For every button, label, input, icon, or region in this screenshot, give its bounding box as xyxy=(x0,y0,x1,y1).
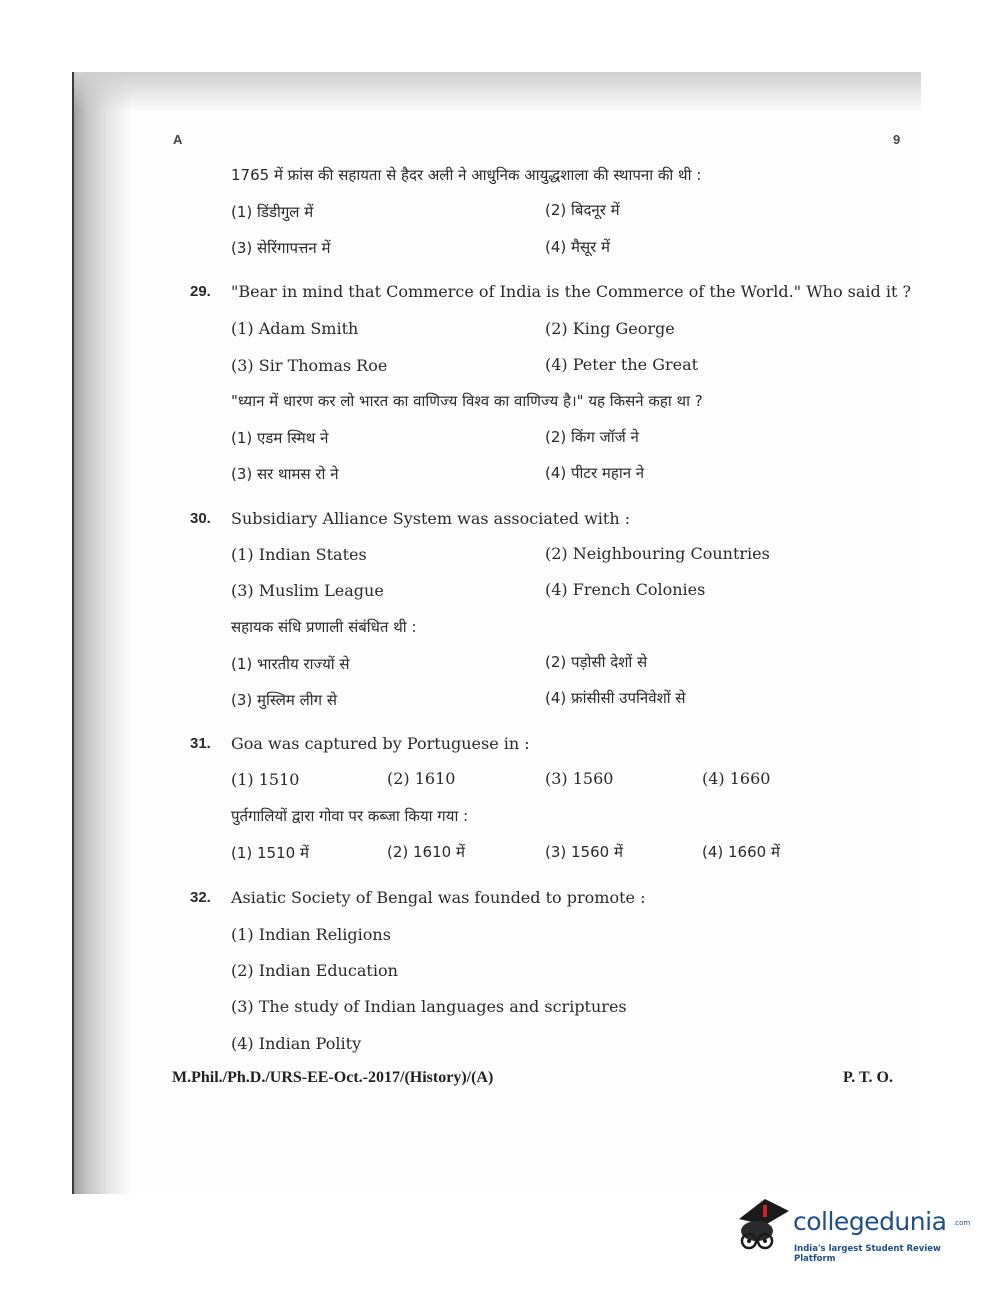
q31-number: 31. xyxy=(190,735,211,752)
q28-hindi-option-4: (4) मैसूर में xyxy=(545,238,610,256)
q30-option-1: (1) Indian States xyxy=(231,545,367,564)
q28-hindi-option-2: (2) बिदनूर में xyxy=(545,201,620,219)
q31-option-1: (1) 1510 xyxy=(231,770,300,789)
q31-option-3: (3) 1560 xyxy=(545,769,614,788)
q32-option-2: (2) Indian Education xyxy=(231,961,398,980)
q32-option-1: (1) Indian Religions xyxy=(231,925,391,944)
mascot-icon xyxy=(735,1197,793,1259)
collegedunia-logo xyxy=(735,1197,971,1267)
set-label: A xyxy=(173,132,183,147)
q30-hindi-option-4: (4) फ्रांसीसी उपनिवेशों से xyxy=(545,689,686,707)
q30-hindi-option-1: (1) भारतीय राज्यों से xyxy=(231,655,350,673)
q30-option-4: (4) French Colonies xyxy=(545,580,706,599)
q30-hindi-option-2: (2) पड़ोसी देशों से xyxy=(545,653,648,671)
q29-hindi-option-3: (3) सर थामस रो ने xyxy=(231,465,339,483)
scan-shadow-left xyxy=(72,72,132,1194)
q29-option-4: (4) Peter the Great xyxy=(545,355,699,374)
logo-tagline: India's largest Student Review Platform xyxy=(794,1244,941,1264)
q32-option-4: (4) Indian Polity xyxy=(231,1034,362,1053)
q29-number: 29. xyxy=(190,283,211,300)
q31-question: Goa was captured by Portuguese in : xyxy=(231,734,530,753)
scan-edge xyxy=(72,72,74,1194)
logo-brand: collegedunia xyxy=(793,1207,947,1236)
q29-hindi-option-2: (2) किंग जॉर्ज ने xyxy=(545,428,639,446)
q29-option-2: (2) King George xyxy=(545,319,675,338)
paper-code: M.Phil./Ph.D./URS-EE-Oct.-2017/(History)/(A) xyxy=(172,1069,494,1086)
q31-hindi-option-1: (1) 1510 में xyxy=(231,844,309,862)
q29-question: "Bear in mind that Commerce of India is the Commerce of the World." Who said it ? xyxy=(231,282,912,301)
q31-hindi-question: पुर्तगालियों द्वारा गोवा पर कब्जा किया गया : xyxy=(231,807,469,825)
q29-option-3: (3) Sir Thomas Roe xyxy=(231,356,388,375)
q29-hindi-option-4: (4) पीटर महान ने xyxy=(545,464,645,482)
q32-option-3: (3) The study of Indian languages and scriptures xyxy=(231,997,627,1016)
q31-hindi-option-4: (4) 1660 में xyxy=(702,843,780,861)
q29-hindi-option-1: (1) एडम स्मिथ ने xyxy=(231,429,329,447)
q31-option-4: (4) 1660 xyxy=(702,769,771,788)
q30-option-3: (3) Muslim League xyxy=(231,581,384,600)
q30-option-2: (2) Neighbouring Countries xyxy=(545,544,770,563)
q28-hindi-option-1: (1) डिंडीगुल में xyxy=(231,203,314,221)
q31-hindi-option-2: (2) 1610 में xyxy=(387,843,465,861)
q31-option-2: (2) 1610 xyxy=(387,769,456,788)
q32-question: Asiatic Society of Bengal was founded to promote : xyxy=(231,888,646,907)
q30-hindi-option-3: (3) मुस्लिम लीग से xyxy=(231,691,338,709)
scanned-page xyxy=(72,72,921,1194)
q30-question: Subsidiary Alliance System was associated with : xyxy=(231,509,631,528)
q29-option-1: (1) Adam Smith xyxy=(231,319,359,338)
q30-hindi-question: सहायक संधि प्रणाली संबंधित थी : xyxy=(231,618,417,636)
page-number: 9 xyxy=(893,132,901,147)
please-turn-over: P. T. O. xyxy=(843,1069,893,1086)
q29-hindi-question: "ध्यान में धारण कर लो भारत का वाणिज्य विश्व का वाणिज्य है।" यह किसने कहा था ? xyxy=(231,392,703,410)
q30-number: 30. xyxy=(190,510,211,527)
logo-suffix: .com xyxy=(953,1219,971,1227)
scan-shadow-top xyxy=(72,72,921,112)
q28-hindi-text: 1765 में फ्रांस की सहायता से हैदर अली ने आधुनिक आयुद्धशाला की स्थापना की थी : xyxy=(231,166,702,184)
q28-hindi-option-3: (3) सेरिंगापत्तन में xyxy=(231,239,331,257)
q32-number: 32. xyxy=(190,889,211,906)
q31-hindi-option-3: (3) 1560 में xyxy=(545,843,623,861)
